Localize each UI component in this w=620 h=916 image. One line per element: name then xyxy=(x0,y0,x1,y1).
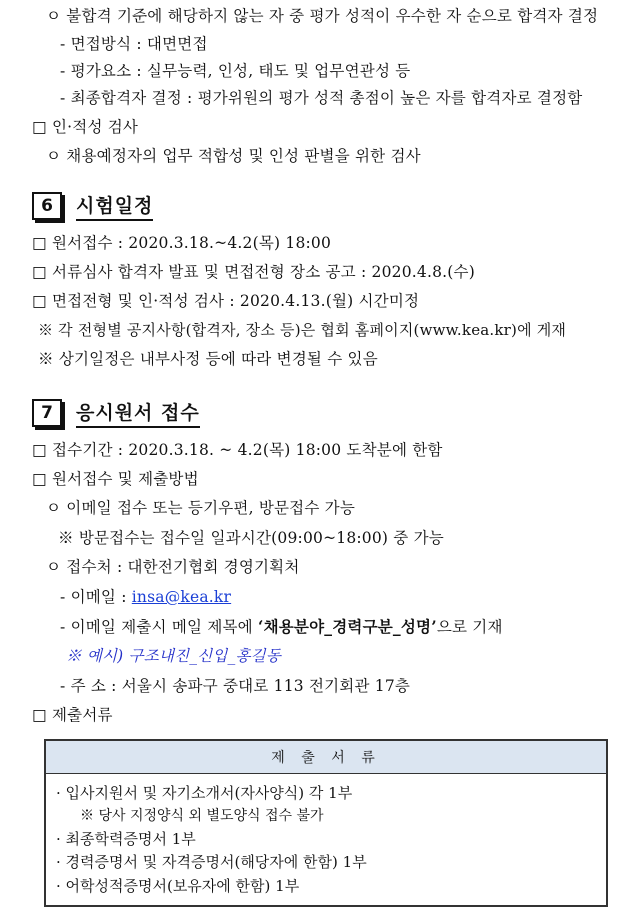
final-selection-line: - 최종합격자 결정 : 평가위원의 평가 성적 총점이 높은 자를 합격자로 결정함 xyxy=(60,89,583,107)
schedule-note-change: ※ 상기일정은 내부사정 등에 따라 변경될 수 있음 xyxy=(38,350,378,368)
schedule-note-homepage: ※ 각 전형별 공지사항(합격자, 장소 등)은 협회 홈페이지(www.kea.kr)에 게재 xyxy=(38,321,567,339)
email-subject-format: ‘채용분야_경력구분_성명’ xyxy=(257,617,437,636)
pass-criteria-line: ㅇ 불합격 기준에 해당하지 않는 자 중 평가 성적이 우수한 자 순으로 합격자 결정 xyxy=(46,7,599,25)
email-line xyxy=(60,587,231,607)
documents-box xyxy=(44,739,608,907)
schedule-item-interview: □ 면접전형 및 인·적성 검사 : 2020.4.13.(월) 시간미정 xyxy=(32,292,420,310)
email-subject-example: ※ 예시) 구조내진_신입_홍길동 xyxy=(66,647,282,665)
section-7-number: 7 xyxy=(32,399,62,427)
email-subject-prefix: - 이메일 제출시 메일 제목에 xyxy=(60,618,258,636)
doc-item-career: · 경력증명서 및 자격증명서(해당자에 한함) 1부 xyxy=(56,853,367,871)
aptitude-test-heading: □ 인·적성 검사 xyxy=(32,118,139,136)
email-link[interactable]: insa@kea.kr xyxy=(131,588,232,606)
application-office: ㅇ 접수처 : 대한전기협회 경영기획처 xyxy=(46,558,300,576)
email-subject-suffix: 으로 기재 xyxy=(436,618,503,636)
section-6-heading xyxy=(32,191,153,221)
doc-item-form-note: ※ 당사 지정양식 외 별도양식 접수 불가 xyxy=(80,808,324,824)
schedule-item-announcement: □ 서류심사 합격자 발표 및 면접전형 장소 공고 : 2020.4.8.(수) xyxy=(32,263,475,281)
aptitude-test-desc: ㅇ 채용예정자의 업무 적합성 및 인성 판별을 위한 검사 xyxy=(46,147,421,165)
application-period: □ 접수기간 : 2020.3.18. ~ 4.2(목) 18:00 도착분에 한함 xyxy=(32,441,443,459)
application-method-heading: □ 원서접수 및 제출방법 xyxy=(32,470,199,488)
section-6-number: 6 xyxy=(32,192,62,220)
documents-box-header: 제 출 서 류 xyxy=(46,741,606,774)
doc-item-application: · 입사지원서 및 자기소개서(자사양식) 각 1부 xyxy=(56,784,353,802)
application-method-sub: ㅇ 이메일 접수 또는 등기우편, 방문접수 가능 xyxy=(46,499,356,517)
section-7-title: 응시원서 접수 xyxy=(76,398,200,428)
doc-item-education: · 최종학력증명서 1부 xyxy=(56,830,196,848)
section-6-title: 시험일정 xyxy=(76,191,153,221)
section-7-heading xyxy=(32,398,200,428)
interview-method-line: - 면접방식 : 대면면접 xyxy=(60,35,208,53)
evaluation-factors-line: - 평가요소 : 실무능력, 인성, 태도 및 업무연관성 등 xyxy=(60,62,411,80)
address-line: - 주 소 : 서울시 송파구 중대로 113 전기회관 17층 xyxy=(60,677,411,695)
email-subject-line xyxy=(60,617,503,637)
documents-heading: □ 제출서류 xyxy=(32,706,113,724)
doc-item-language: · 어학성적증명서(보유자에 한함) 1부 xyxy=(56,877,300,895)
schedule-item-application: □ 원서접수 : 2020.3.18.~4.2(목) 18:00 xyxy=(32,234,332,252)
visit-note: ※ 방문접수는 접수일 일과시간(09:00~18:00) 중 가능 xyxy=(58,529,444,547)
email-label: - 이메일 : xyxy=(60,588,132,606)
